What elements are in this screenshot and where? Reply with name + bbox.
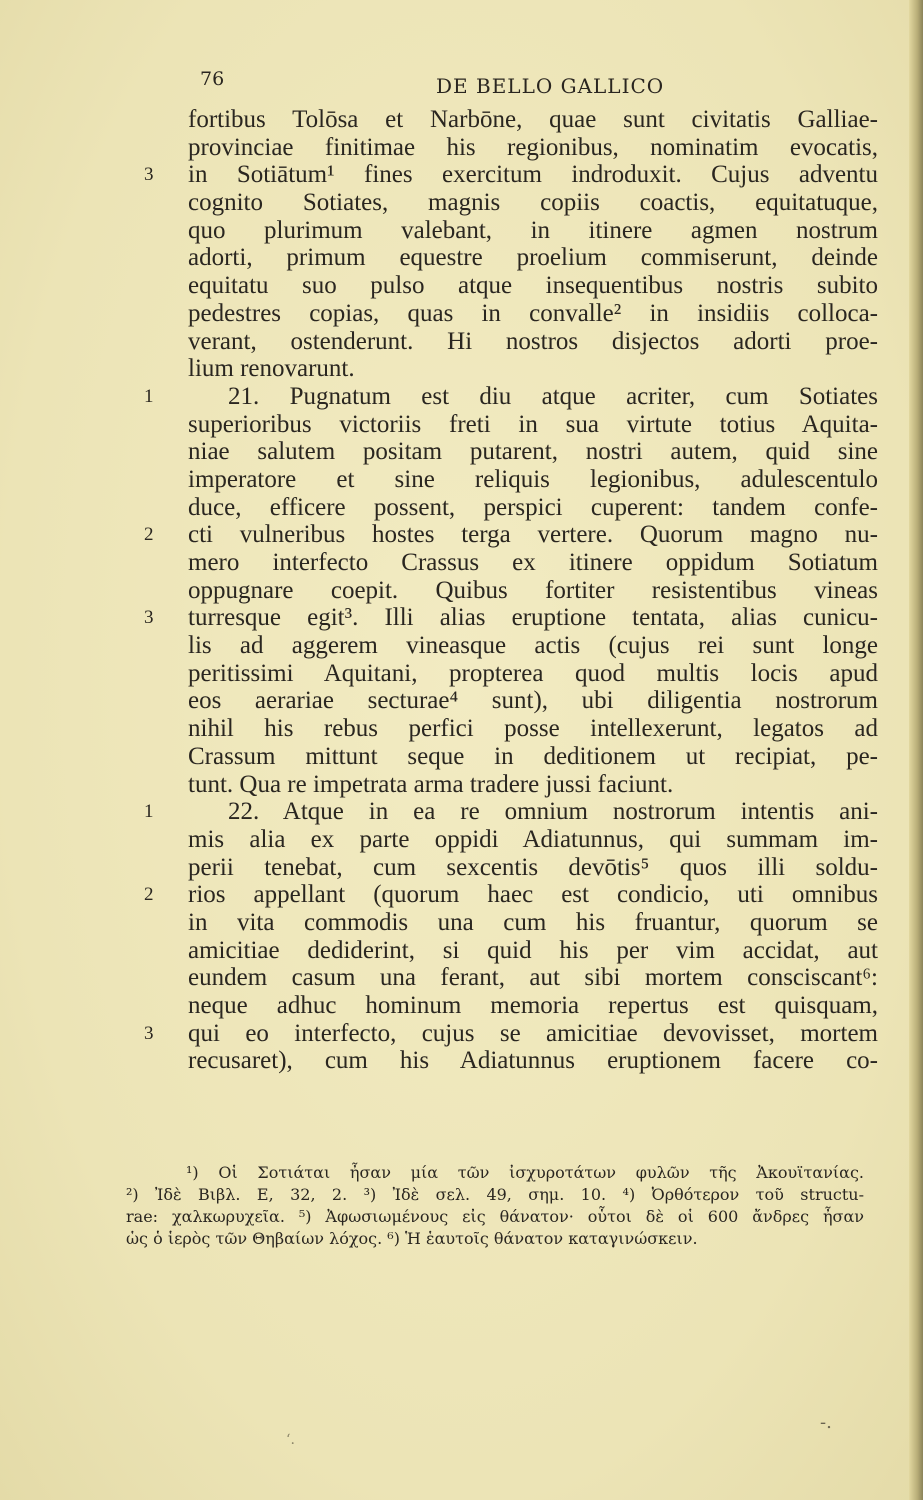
text-line — [188, 217, 878, 245]
line-text: lis ad aggerem vineasque actis (cujus rei sunt longe — [188, 632, 878, 660]
running-title: DE BELLO GALLICO — [436, 74, 665, 98]
text-line — [188, 743, 878, 771]
line-text: equitatu suo pulso atque insequentibus nostris subito — [188, 272, 878, 300]
line-text: fortibus Tolōsa et Narbōne, quae sunt civitatis Galliae- — [188, 106, 878, 133]
footnote-line: ὡς ὁ ἱερὸς τῶν Θηβαίων λόχος. ⁶) Ἡ ἑαυτοῖς θάνατον καταγινώσκειν. — [126, 1229, 698, 1248]
line-text: eundem casum una ferant, aut sibi mortem consciscant⁶: — [188, 964, 878, 992]
footnotes — [126, 1162, 864, 1250]
text-line — [188, 466, 878, 494]
footnote-line: ²) Ἰδὲ Βιβλ. Ε, 32, 2. ³) Ἰδὲ σελ. 49, σημ. 10. ⁴) Ὀρθότερον τοῦ structu- — [126, 1185, 864, 1204]
line-text: qui eo interfecto, cujus se amicitiae devovisset, mortem — [188, 1019, 878, 1047]
text-line — [144, 161, 878, 189]
margin-number: 3 — [144, 164, 154, 186]
footnote-line: rae: χαλκωρυχεῖα. ⁵) Ἀφωσιωμένους εἰς θάνατον· οὗτοι δὲ οἱ 600 ἄνδρες ἦσαν — [126, 1207, 864, 1226]
stray-mark-small: ‘. — [286, 1432, 295, 1448]
line-text: 22. Atque in ea re omnium nostrorum intentis ani- — [228, 798, 878, 826]
text-line — [188, 715, 878, 743]
text-line — [188, 134, 878, 162]
text-line — [188, 964, 878, 992]
text-line — [188, 106, 878, 134]
line-text: Crassum mittunt seque in deditionem ut recipiat, pe- — [188, 742, 878, 770]
text-line — [188, 937, 878, 965]
text-line — [188, 1047, 878, 1075]
line-text: niae salutem positam putarent, nostri autem, quid sine — [188, 438, 878, 466]
line-text: in Sotiātum¹ fines exercitum indroduxit. Cujus adventu — [188, 161, 878, 189]
line-text: superioribus victoriis freti in sua virtute totius Aquita- — [188, 410, 878, 438]
text-line — [188, 660, 878, 688]
line-text: nihil his rebus perfici posse intellexerunt, legatos ad — [188, 715, 878, 743]
line-text: eos aerariae secturae⁴ sunt), ubi diligentia nostrorum — [188, 687, 878, 715]
text-line — [188, 632, 878, 660]
page-number: 76 — [200, 68, 225, 90]
line-text: lium renovarunt. — [188, 355, 355, 383]
line-text: verant, ostenderunt. Hi nostros disjectos adorti proe- — [188, 327, 878, 355]
margin-number: 1 — [144, 801, 154, 823]
line-text: perii tenebat, cum sexcentis devōtis⁵ quos illi soldu- — [188, 853, 878, 881]
text-line — [188, 438, 878, 466]
text-line — [144, 1019, 878, 1048]
text-line — [188, 826, 878, 854]
line-text: tunt. Qua re impetrata arma tradere jussi faciunt. — [188, 770, 674, 798]
line-text: quo plurimum valebant, in itinere agmen nostrum — [188, 216, 878, 244]
text-line — [188, 300, 878, 328]
text-line — [188, 992, 878, 1020]
text-line — [188, 771, 878, 799]
text-line — [144, 382, 878, 411]
line-text: cognito Sotiates, magnis copiis coactis, equitatuque, — [188, 189, 878, 217]
body-text — [144, 106, 878, 1075]
text-line — [188, 549, 878, 577]
line-text: neque adhuc hominum memoria repertus est quisquam, — [188, 992, 878, 1019]
line-text: cti vulneribus hostes terga vertere. Quorum magno nu- — [188, 521, 878, 549]
line-text: 21. Pugnatum est diu atque acriter, cum Sotiates — [228, 382, 878, 410]
line-text: imperatore et sine reliquis legionibus, adulescentulo — [188, 465, 878, 493]
text-line — [188, 189, 878, 217]
page-edge — [909, 0, 923, 1500]
line-text: recusaret), cum his Adiatunnus eruptionem facere co- — [188, 1047, 878, 1075]
text-line — [188, 272, 878, 300]
text-line — [188, 411, 878, 439]
line-text: oppugnare coepit. Quibus fortiter resistentibus vineas — [188, 576, 878, 604]
line-text: mis alia ex parte oppidi Adiatunnus, qui summam im- — [188, 825, 878, 853]
line-text: provinciae finitimae his regionibus, nominatim evocatis, — [188, 133, 878, 161]
text-line — [144, 521, 878, 549]
text-line — [188, 577, 878, 605]
text-line — [188, 854, 878, 882]
line-text: turresque egit³. Illi alias eruptione tentata, alias cunicu- — [188, 604, 878, 632]
page-header — [0, 68, 923, 98]
line-text: mero interfecto Crassus ex itinere oppidum Sotiatum — [188, 549, 878, 576]
stray-mark: -. — [820, 1412, 832, 1433]
text-line — [188, 494, 878, 522]
margin-number: 3 — [144, 607, 154, 629]
margin-number: 1 — [144, 385, 154, 407]
footnote-line: ¹) Οἱ Σοτιάται ἦσαν μία τῶν ἰσχυροτάτων φυλῶν τῆς Ἀκουϊτανίας. — [186, 1163, 864, 1182]
text-line — [188, 328, 878, 356]
text-line — [188, 687, 878, 715]
line-text: in vita commodis una cum his fruantur, quorum se — [188, 908, 878, 936]
text-line — [188, 909, 878, 937]
line-text: duce, efficere possent, perspici cuperent: tandem confe- — [188, 493, 878, 521]
text-line — [144, 604, 878, 632]
text-line — [188, 355, 878, 383]
text-line — [144, 798, 878, 826]
line-text: pedestres copias, quas in convalle² in insidiis colloca- — [188, 299, 878, 327]
margin-number: 2 — [144, 524, 154, 546]
margin-number: 3 — [144, 1022, 154, 1044]
margin-number: 2 — [144, 884, 154, 906]
text-line — [188, 244, 878, 272]
line-text: rios appellant (quorum haec est condicio, uti omnibus — [188, 881, 878, 909]
line-text: amicitiae dediderint, si quid his per vim accidat, aut — [188, 936, 878, 964]
line-text: adorti, primum equestre proelium commiserunt, deinde — [188, 244, 878, 272]
text-line — [144, 881, 878, 909]
line-text: peritissimi Aquitani, propterea quod multis locis apud — [188, 659, 878, 687]
